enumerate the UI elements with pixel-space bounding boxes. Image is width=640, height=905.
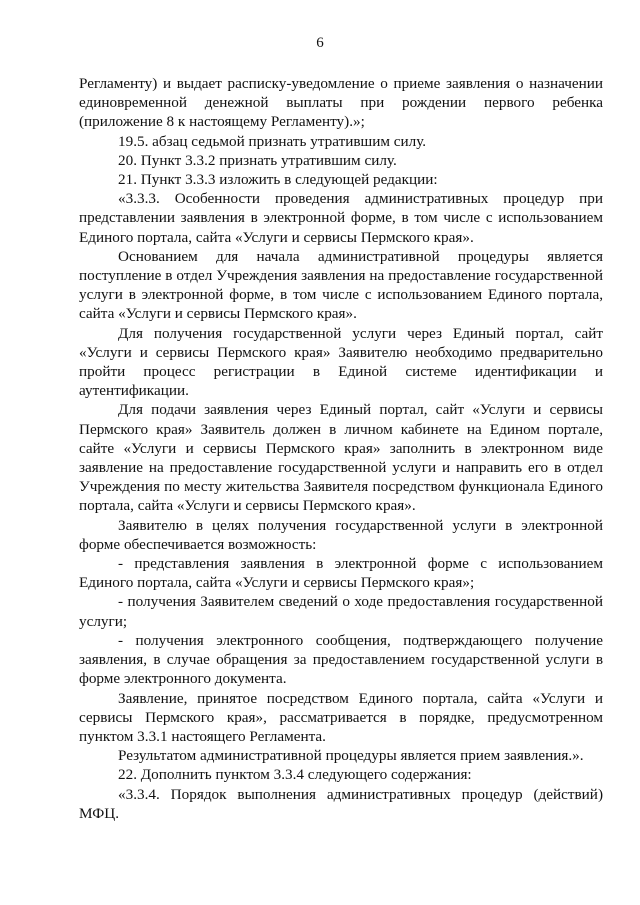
paragraph-7: Для получения государственной услуги через Единый портал, сайт «Услуги и сервисы Пермского края» Заявителю необходимо предварительно пройти процесс регистрации в Единой системе идентификации и аутентификации. xyxy=(79,324,603,400)
paragraph-15: 22. Дополнить пунктом 3.3.4 следующего содержания: xyxy=(118,766,472,784)
paragraph-12: - получения электронного сообщения, подтверждающего получение заявления, в случае обращения за предоставлением государственной услуги в форме электронного документа. xyxy=(79,631,603,688)
paragraph-10: - представления заявления в электронной форме с использованием Единого портала, сайта «Услуги и сервисы Пермского края»; xyxy=(79,555,603,592)
paragraph-5: «3.3.3. Особенности проведения административных процедур при представлении заявления в электронной форме, в том числе с использованием Единого портала, сайта «Услуги и сервисы Пермского края». xyxy=(79,190,603,246)
page-number: 6 xyxy=(316,35,324,51)
paragraph-14: Результатом административной процедуры является прием заявления.». xyxy=(118,747,584,765)
paragraph-13: Заявление, принятое посредством Единого портала, сайта «Услуги и сервисы Пермского края», рассматривается в порядке, предусмотренном пунктом 3.3.1 настоящего Регламента. xyxy=(79,689,603,745)
paragraph-3: 20. Пункт 3.3.2 признать утратившим силу. xyxy=(118,151,397,169)
paragraph-2: 19.5. абзац седьмой признать утратившим силу. xyxy=(118,132,427,150)
paragraph-6: Основанием для начала административной процедуры является поступление в отдел Учреждения заявления на предоставление государственной услуги в электронной форме, в том числе с использованием Единого портала, сайта «Услуги и сервисы Пермского края». xyxy=(79,247,603,323)
paragraph-1: Регламенту) и выдает расписку-уведомление о приеме заявления о назначении единовременной денежной выплаты при рождении первого ребенка (приложение 8 к настоящему Регламенту).»; xyxy=(79,75,603,131)
body-text xyxy=(79,74,603,823)
paragraph-11: - получения Заявителем сведений о ходе предоставления государственной услуги; xyxy=(79,593,603,630)
paragraph-16: «3.3.4. Порядок выполнения административных процедур (действий) МФЦ. xyxy=(79,785,603,822)
paragraph-4: 21. Пункт 3.3.3 изложить в следующей редакции: xyxy=(118,171,438,189)
paragraph-8: Для подачи заявления через Единый портал, сайт «Услуги и сервисы Пермского края» Заявитель должен в личном кабинете на Едином портале, сайте «Услуги и сервисы Пермского края» заполнить в электронном виде заявление на предоставление государственной услуги и направить его в отдел Учреждения по месту жительства Заявителя посредством функционала Единого портала, сайта «Услуги и сервисы Пермского края». xyxy=(79,401,603,515)
paragraph-9: Заявителю в целях получения государственной услуги в электронной форме обеспечивается возможность: xyxy=(79,516,603,553)
